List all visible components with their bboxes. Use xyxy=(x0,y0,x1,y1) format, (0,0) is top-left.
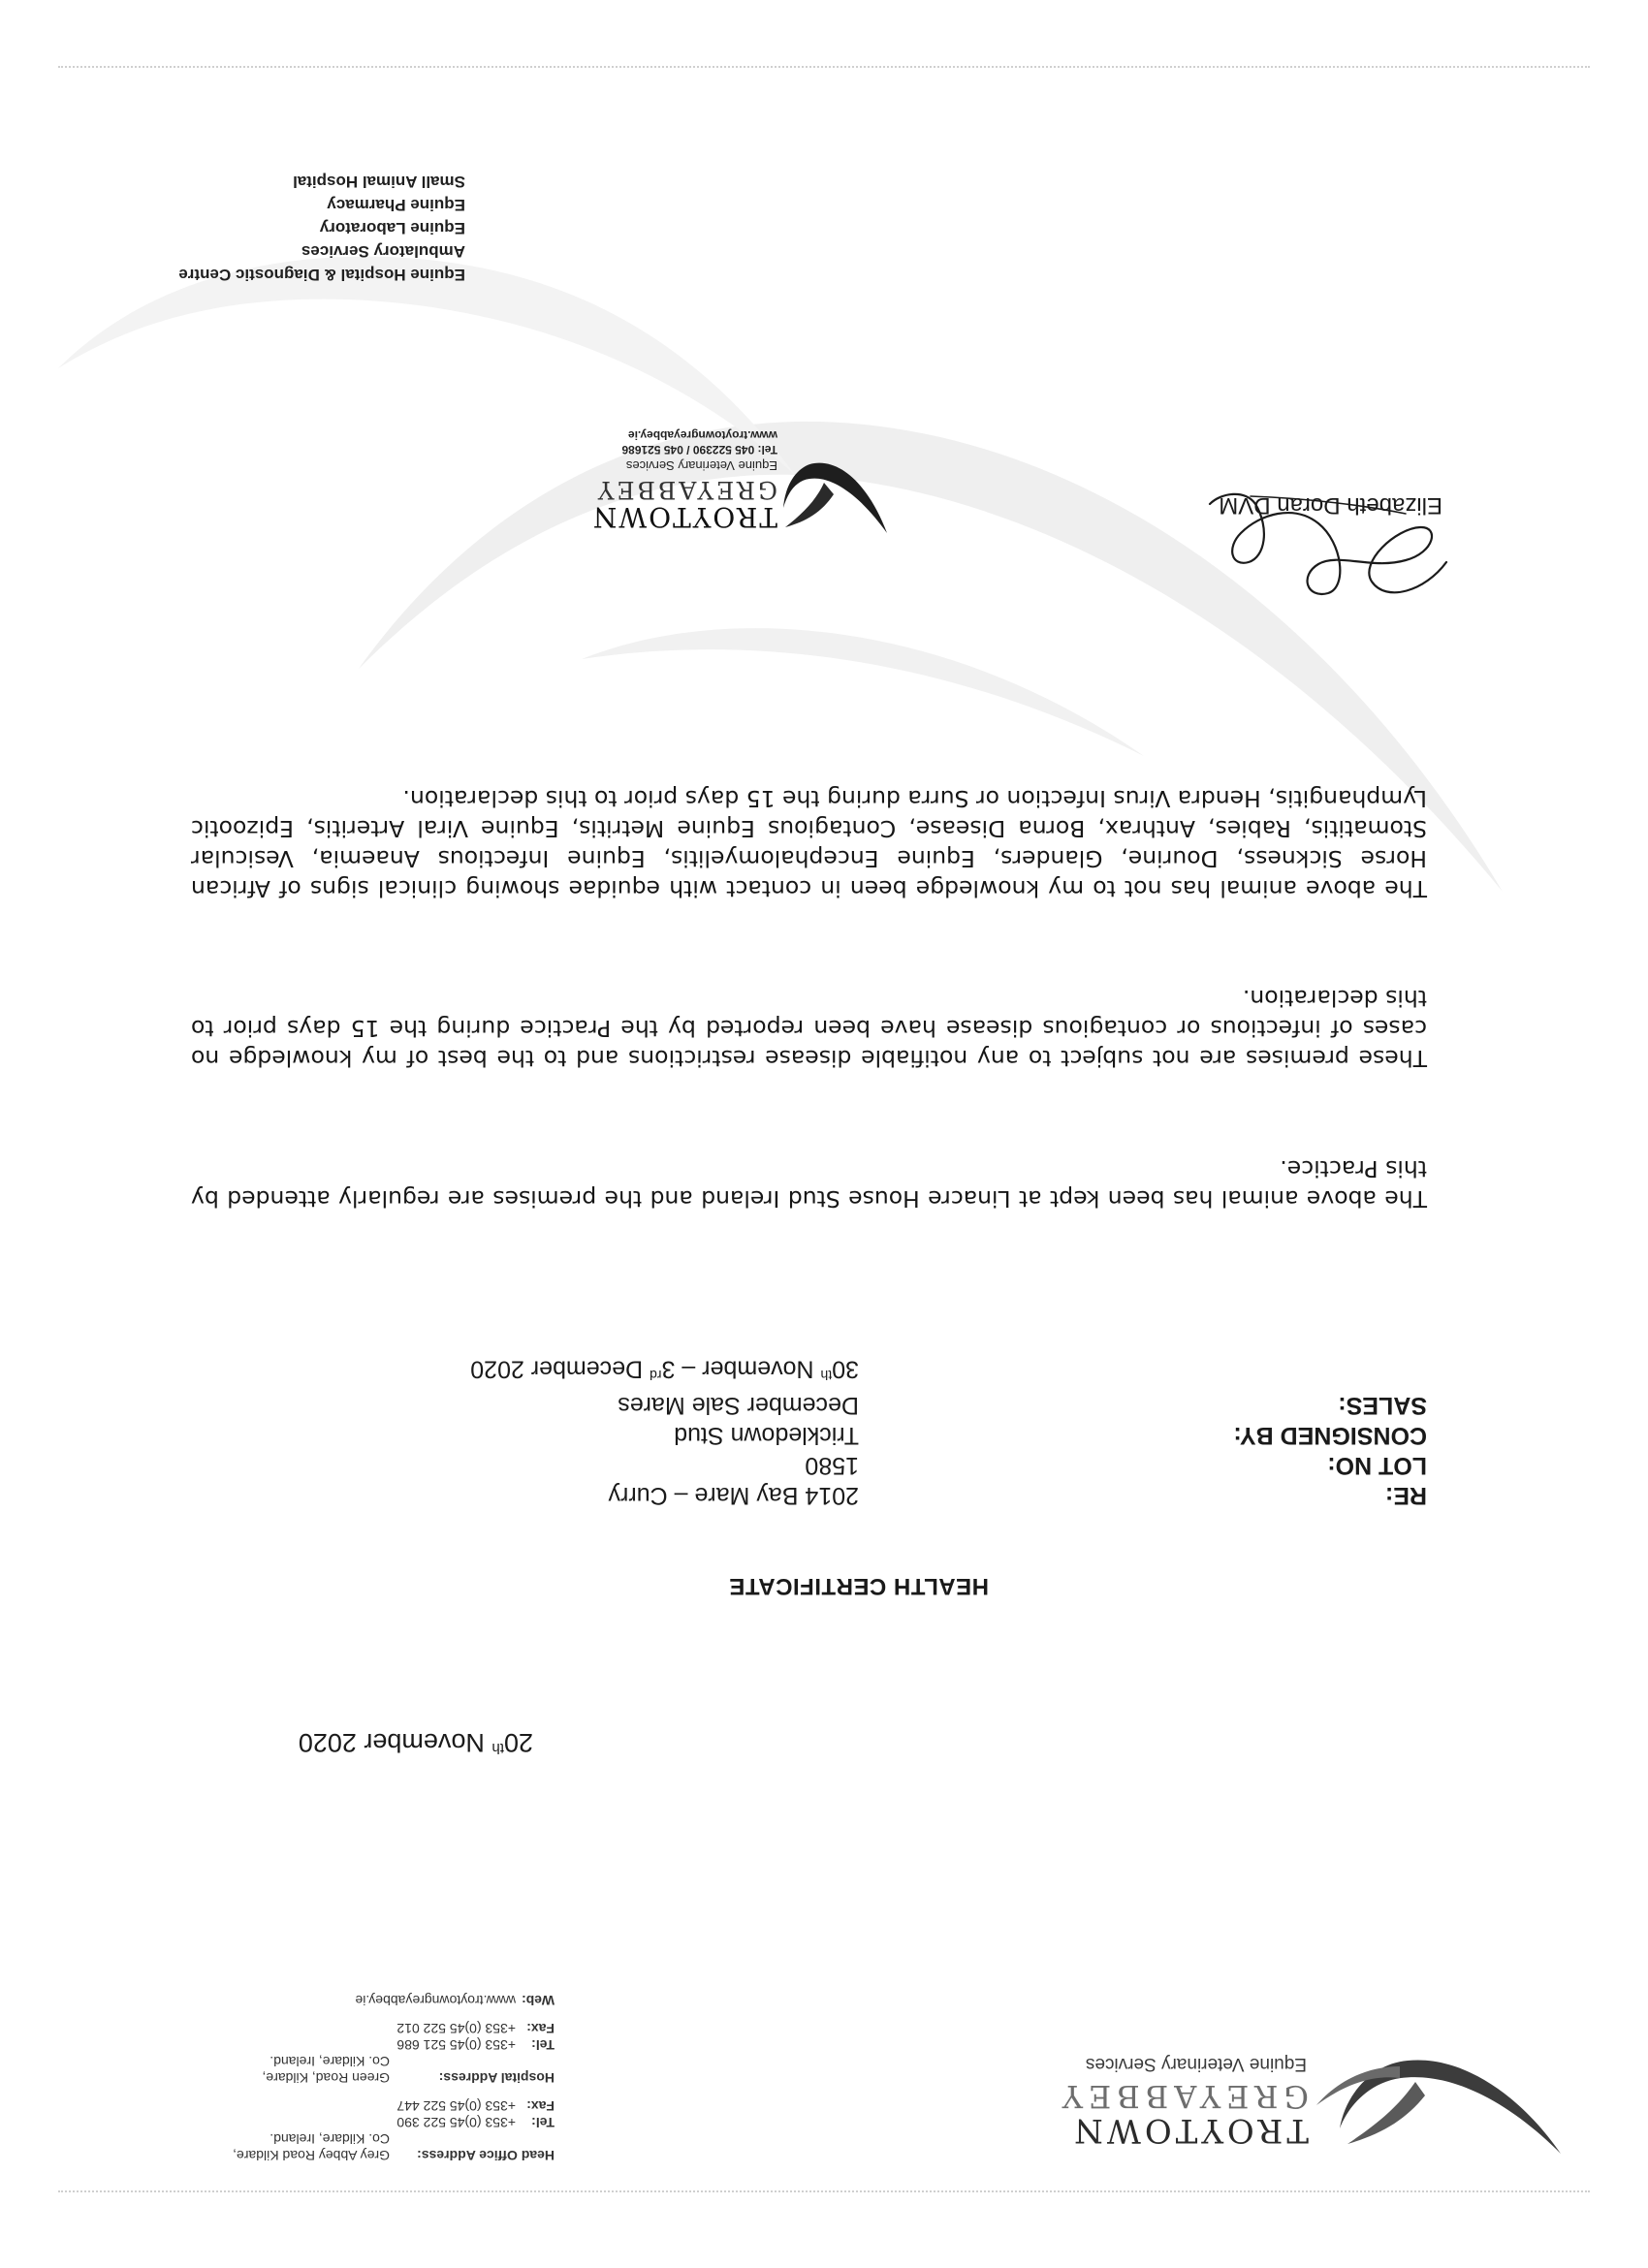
head-office-label: Head Office Address: xyxy=(417,2148,555,2163)
brand-name-line2: GREYABBEY xyxy=(1056,2078,1309,2115)
head-fax-value: +353 (0)45 522 447 xyxy=(396,2098,516,2114)
re-label: RE: xyxy=(1384,1482,1427,1509)
practice-stamp xyxy=(475,417,892,533)
head-office-row xyxy=(50,2147,555,2163)
head-fax-label: Fax: xyxy=(526,2098,555,2114)
services-list xyxy=(178,170,465,286)
stamp-website: www.troytowngreyabbey.ie xyxy=(627,428,777,442)
web-label: Web: xyxy=(522,1993,555,2008)
date-suffix: th xyxy=(491,1740,504,1756)
re-value: 2014 Bay Mare – Curry xyxy=(608,1482,859,1509)
hospital-row-2 xyxy=(50,2053,555,2069)
web-address-link[interactable]: www.troytowngreyabbey.ie xyxy=(355,1993,516,2008)
service-item: Small Animal Hospital xyxy=(293,173,465,191)
head-tel-label: Tel: xyxy=(531,2115,555,2130)
paragraph-premises-kept: The above animal has been kept at Linacre House Stud Ireland and the premises are regularly attended by this Practice. xyxy=(191,1155,1427,1213)
brand-tagline: Equine Veterinary Services xyxy=(1085,2054,1307,2074)
sales-end-suffix: rd xyxy=(650,1368,662,1383)
hospital-fax-row xyxy=(50,2020,555,2036)
consigned-value: Trickledown Stud xyxy=(674,1422,859,1449)
sales-start-rest: November – 3 xyxy=(661,1355,821,1383)
paragraph-no-restrictions: These premises are not subject to any notifiable disease restrictions and to the best of my knowledge no cases of infectious or contagious disease have been reported by the Practice during the 15 days prior to this declaration. xyxy=(191,985,1427,1072)
sales-dates xyxy=(470,1354,859,1390)
sales-value: December Sale Mares xyxy=(618,1392,859,1419)
details-block xyxy=(470,1355,1427,1510)
lot-value: 1580 xyxy=(805,1452,859,1479)
certificate-title: HEALTH CERTIFICATE xyxy=(728,1573,989,1599)
service-item: Equine Hospital & Diagnostic Centre xyxy=(178,266,465,284)
service-item: Equine Laboratory xyxy=(319,219,465,237)
head-office-address-line2: Co. Kildare, Ireland. xyxy=(269,2131,390,2147)
hospital-address-line2: Co. Kildare, Ireland. xyxy=(269,2054,390,2069)
hospital-tel-value: +353 (0)45 521 686 xyxy=(396,2037,516,2053)
lot-label: LOT NO: xyxy=(1327,1452,1427,1479)
service-item: Equine Pharmacy xyxy=(327,196,465,214)
hospital-fax-label: Fax: xyxy=(526,2021,555,2036)
contact-spacer-2 xyxy=(50,2008,555,2020)
head-fax-row xyxy=(50,2097,555,2114)
signatory-name: Elizabeth Doran DVM xyxy=(1219,492,1442,519)
contact-spacer xyxy=(50,2086,555,2097)
head-office-address-line1: Grey Abbey Road Kildare, xyxy=(233,2148,390,2163)
stamp-brand-line1: TROYTOWN xyxy=(590,501,777,533)
letter-date xyxy=(299,1727,533,1757)
stamp-swoosh-icon xyxy=(776,451,892,543)
hospital-row xyxy=(50,2069,555,2086)
scan-edge-top xyxy=(58,2190,1590,2192)
consigned-label: CONSIGNED BY: xyxy=(1233,1422,1427,1449)
hospital-address-line1: Green Road, Kildare, xyxy=(262,2070,390,2086)
head-tel-row xyxy=(50,2114,555,2130)
brand-name-line1: TROYTOWN xyxy=(1070,2111,1309,2150)
scan-edge-bottom xyxy=(58,66,1590,68)
sales-label: SALES: xyxy=(1338,1392,1427,1419)
hospital-address-label: Hospital Address: xyxy=(438,2070,555,2086)
contact-block xyxy=(50,1992,555,2163)
web-row xyxy=(50,1992,555,2008)
paragraph-no-contact: The above animal has not to my knowledge been in contact with equidae showing clinical signs of African Horse Sickness, Dourine, Glanders, Equine Encephalomyelitis, Equine Infectious Anaemia, Vesicular Stomatitis, Rabies, Anthrax, Borna Disease, Contagious Equine Metritis, Equine Viral Arteritis, Epizootic Lymphangitis, Hendra Virus Infection or Surra during the 15 days prior to this declaration. xyxy=(191,785,1427,902)
logo-swoosh-icon xyxy=(1309,2057,1570,2163)
head-tel-value: +353 (0)45 522 390 xyxy=(396,2115,516,2130)
date-month-year: November 2020 xyxy=(298,1728,492,1757)
hospital-tel-label: Tel: xyxy=(531,2037,555,2053)
stamp-telephone: Tel: 045 522390 / 045 521686 xyxy=(621,443,777,457)
hospital-tel-row xyxy=(50,2036,555,2053)
sales-end-rest: December 2020 xyxy=(470,1355,650,1383)
detail-row-sales-dates xyxy=(470,1355,1427,1390)
letterhead-logo xyxy=(843,2043,1386,2150)
stamp-brand-line2: GREYABBEY xyxy=(594,476,777,504)
detail-row-lot xyxy=(805,1450,1427,1480)
hospital-fax-value: +353 (0)45 522 012 xyxy=(396,2021,516,2036)
stamp-tagline: Equine Veterinary Services xyxy=(625,458,777,473)
service-item: Ambulatory Services xyxy=(301,242,465,261)
detail-row-consigned xyxy=(674,1420,1427,1450)
sales-start-suffix: th xyxy=(820,1368,833,1383)
date-day: 20 xyxy=(503,1728,533,1757)
head-office-row-2 xyxy=(50,2130,555,2147)
detail-row-sales xyxy=(618,1390,1427,1420)
sales-start-day: 30 xyxy=(832,1355,859,1383)
detail-row-re xyxy=(608,1480,1427,1510)
